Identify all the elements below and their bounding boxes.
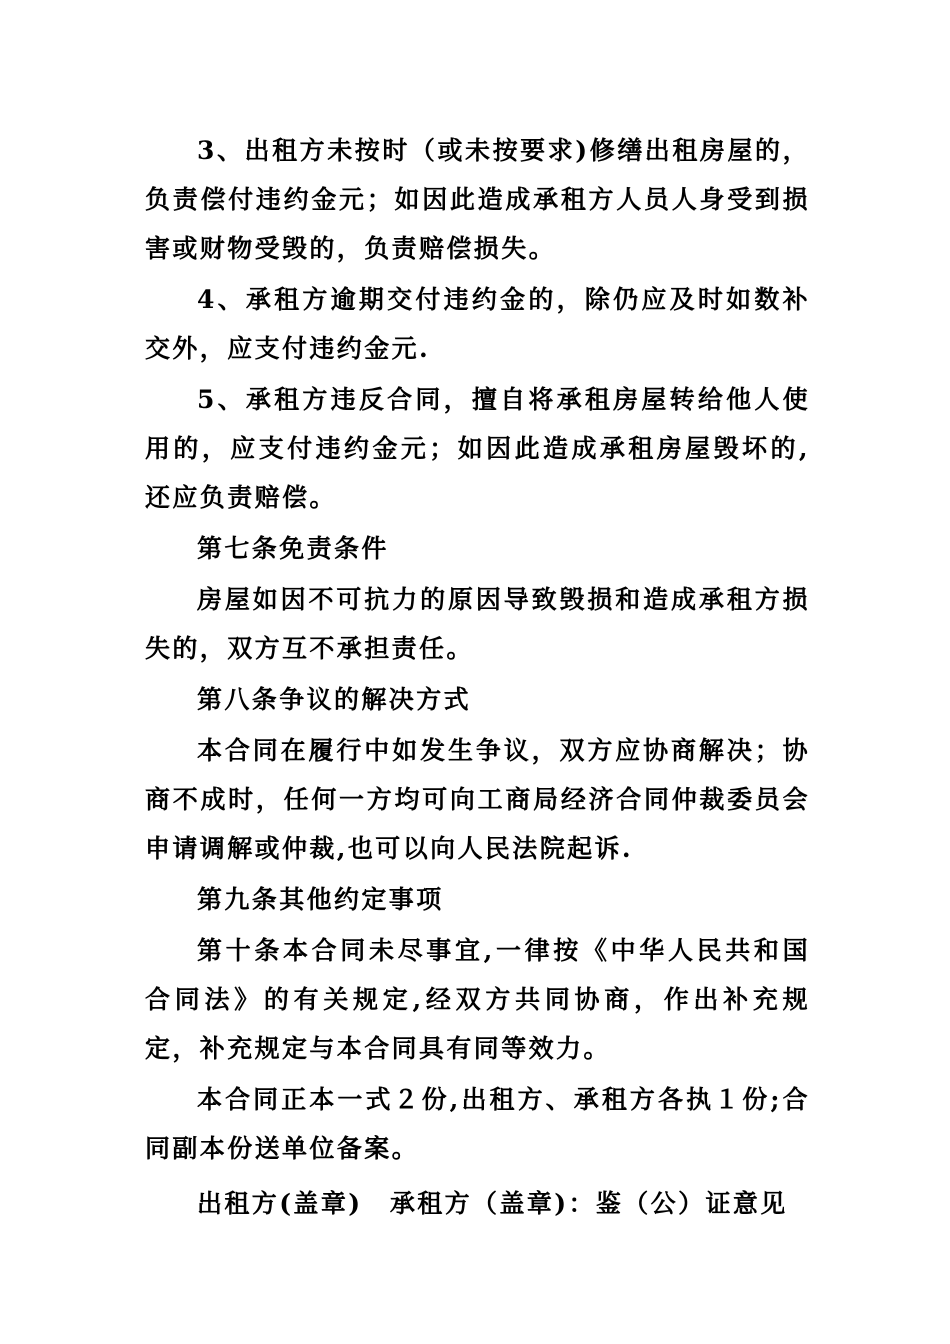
contract-body [145,126,810,1230]
clause-penalty-late-payment: 4、承租方逾期交付违约金的，除仍应及时如数补交外，应支付违约金元. [145,285,810,363]
article-7-heading: 第七条免责条件 [197,534,389,563]
copies-clause: 本合同正本一式２份,出租方、承租方各执１份;合同副本份送单位备案。 [145,1085,810,1163]
article-9-heading: 第九条其他约定事项 [197,885,444,914]
article-8-body: 本合同在履行中如发生争议，双方应协商解决；协商不成时，任何一方均可向工商局经济合同仲裁委员会申请调解或仲裁,也可以向人民法院起诉. [145,736,810,863]
article-10-body: 第十条本合同未尽事宜,一律按《中华人民共和国合同法》的有关规定,经双方共同协商，作出补充规定，补充规定与本合同具有同等效力。 [145,936,810,1063]
article-8-heading: 第八条争议的解决方式 [197,685,472,714]
signature-line: 出租方(盖章) 承租方（盖章)：鉴（公）证意见 [197,1189,788,1218]
clause-penalty-repair: 3、出租方未按时（或未按要求)修缮出租房屋的，负责偿付违约金元；如因此造成承租方人员人身受到损害或财物受毁的，负责赔偿损失。 [145,136,810,263]
clause-penalty-sublet: 5、承租方违反合同，擅自将承租房屋转给他人使用的，应支付违约金元；如因此造成承租房屋毁坏的,还应负责赔偿。 [145,385,810,512]
article-7-body: 房屋如因不可抗力的原因导致毁损和造成承租方损失的，双方互不承担责任。 [145,585,810,663]
